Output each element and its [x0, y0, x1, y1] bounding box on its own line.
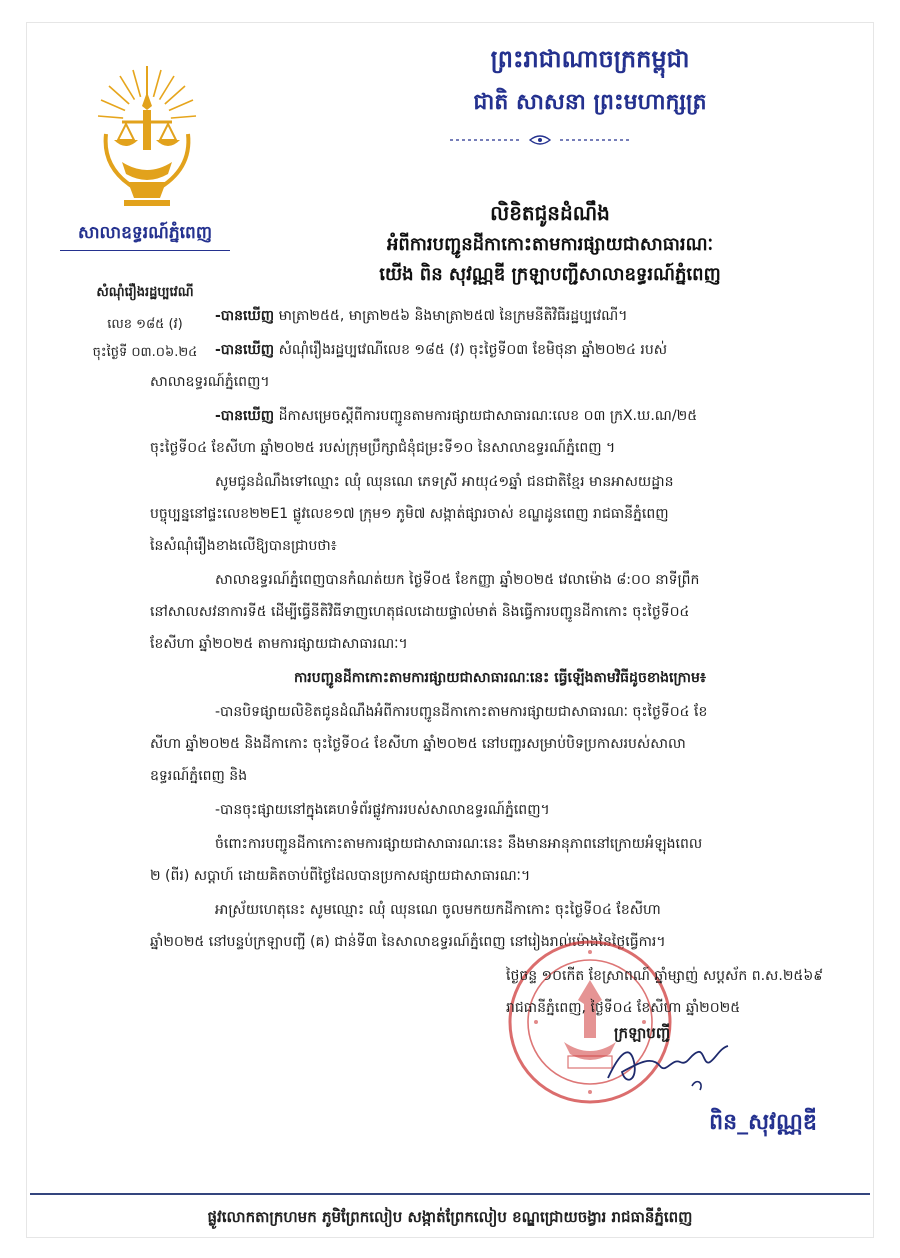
document-subject: អំពីការបញ្ជូនដីកាកោះតាមការផ្សាយជាសាធារណៈ [386, 234, 714, 255]
divider-ornament-icon [440, 132, 640, 148]
recital-2 [215, 340, 667, 361]
case-number: លេខ ១៨៥ (វ) [107, 317, 183, 332]
recital-label: -បានឃើញ [215, 408, 275, 424]
method-1-line-3: ឧទ្ធរណ៍ភ្នំពេញ និង [150, 768, 248, 784]
place-and-date: រាជធានីភ្នំពេញ, ថ្ងៃទី០៤ ខែសីហា ឆ្នាំ២០២៥ [506, 1000, 741, 1016]
document-title: លិខិតជូនដំណឹង [490, 201, 610, 225]
issuer-line: យើង ពិន សុវណ្ណឌី ក្រឡាបញ្ជីសាលាឧទ្ធរណ៍ភ្នំពេញ [379, 264, 721, 285]
footer-divider [30, 1193, 870, 1195]
hearing-line-3: ខែសីហា ឆ្នាំ២០២៥ តាមការផ្សាយជាសាធារណៈ។ [150, 636, 408, 652]
effect-line-2: ២ (ពីរ) សប្តាហ៍ ដោយគិតចាប់ពីថ្ងៃដែលបានប្រកាសផ្សាយជាសាធារណៈ។ [150, 868, 531, 884]
recital-label: -បានឃើញ [215, 308, 275, 324]
effect-line-1: ចំពោះការបញ្ជូនដីកាកោះតាមការផ្សាយជាសាធារណៈនេះ នឹងមានអានុភាពនៅក្រោយអំឡុងពេល [215, 836, 703, 852]
recital-text: មាត្រា២៥៥, មាត្រា២៥៦ និងមាត្រា២៥៧ នៃក្រមនីតិវិធីរដ្ឋប្បវេណី។ [274, 308, 628, 324]
footer-address: ផ្លូវលោកតាក្រហមក ភូមិព្រែកលៀប សង្កាត់ព្រែកលៀប ខណ្ឌជ្រោយចង្វារ រាជធានីភ្នំពេញ [207, 1208, 693, 1226]
court-name-underline [60, 250, 230, 251]
recital-text: សំណុំរឿងរដ្ឋប្បវេណីលេខ ១៨៥ (វ) ចុះថ្ងៃទី០៣ ខែមិថុនា ឆ្នាំ២០២៤ របស់ [274, 342, 668, 358]
notice-line-3: នៃសំណុំរឿងខាងលើឱ្យបានជ្រាបថា៖ [150, 538, 337, 554]
national-motto: ជាតិ សាសនា ព្រះមហាក្សត្រ [473, 89, 707, 115]
summons-line-1: អាស្រ័យហេតុនេះ សូមឈ្មោះ ឈុំ ឈុនណេ ចូលមកយកដីកាកោះ ចុះថ្ងៃទី០៤ ខែសីហា [215, 902, 661, 918]
method-heading: ការបញ្ជូនដីកាកោះតាមការផ្សាយជាសាធារណៈនេះ ធ្វើឡើងតាមវិធីដូចខាងក្រោម៖ [293, 670, 707, 686]
recital-2-cont: សាលាឧទ្ធរណ៍ភ្នំពេញ។ [150, 374, 270, 390]
hearing-line-2: នៅសាលសវនាការទី៥ ដើម្បីធ្វើនីតិវិធីទាញហេតុផលដោយផ្ទាល់មាត់ និងធ្វើការបញ្ជូនដីកាកោះ ចុះថ្ងៃទី០៤ [150, 604, 690, 620]
recital-3-cont: ចុះថ្ងៃទី០៤ ខែសីហា ឆ្នាំ២០២៥ របស់ក្រុមប្រឹក្សាជំនុំជម្រះទី១០ នៃសាលាឧទ្ធរណ៍ភ្នំពេញ ។ [150, 440, 616, 456]
notice-line-2: បច្ចុប្បន្ននៅផ្ទះលេខ២២E1 ផ្លូវលេខ១៧ ក្រុម១ ភូមិ៧ សង្កាត់ផ្សារចាស់ ខណ្ឌដូនពេញ រាជធានីភ្នំពេញ [150, 506, 669, 522]
method-1-line-1: -បានបិទផ្សាយលិខិតជូនដំណឹងអំពីការបញ្ជូនដីកាកោះតាមការផ្សាយជាសាធារណៈ ចុះថ្ងៃទី០៤ ខែ [215, 704, 708, 720]
method-2: -បានចុះផ្សាយនៅក្នុងគេហទំព័រផ្លូវការរបស់សាលាឧទ្ធរណ៍ភ្នំពេញ។ [215, 802, 550, 818]
case-date: ចុះថ្ងៃទី ០៣.០៦.២៤ [92, 345, 198, 360]
method-1-line-2: សីហា ឆ្នាំ២០២៥ និងដីកាកោះ ចុះថ្ងៃទី០៤ ខែសីហា ឆ្នាំ២០២៥ នៅបញ្ជរសម្រាប់បិទប្រកាសរបស់សាលា [150, 736, 686, 752]
signer-title: ក្រឡាបញ្ជី [614, 1024, 671, 1042]
case-type: សំណុំរឿងរដ្ឋប្បវេណី [96, 285, 194, 300]
lunar-date: ថ្ងៃចន្ទ ១០កើត ខែស្រាពណ៍ ឆ្នាំម្សាញ់ សប្តស័ក ព.ស.២៥៦៩ [506, 968, 824, 984]
recital-1 [215, 306, 627, 327]
summons-line-2: ឆ្នាំ២០២៥ នៅបន្ទប់ក្រឡាបញ្ជី (គ) ជាន់ទី៣ នៃសាលាឧទ្ធរណ៍ភ្នំពេញ នៅរៀងរាល់ម៉ោងនៃថ្ងៃធ្វើការ។ [150, 934, 666, 950]
signer-name: ពិន_សុវណ្ណឌី [709, 1109, 817, 1135]
recital-3 [215, 406, 697, 427]
recital-text: ដីកាសម្រេចស្តីពីការបញ្ជូនតាមការផ្សាយជាសាធារណៈលេខ ០៣ ក្រX.ឃ.ណ/២៥ [274, 408, 698, 424]
court-name: សាលាឧទ្ធរណ៍ភ្នំពេញ [77, 223, 213, 243]
recital-label: -បានឃើញ [215, 342, 275, 358]
kingdom-heading: ព្រះរាជាណាចក្រកម្ពុជា [490, 44, 690, 73]
notice-line-1: សូមជូនដំណឹងទៅឈ្មោះ ឈុំ ឈុនណេ ភេទស្រី អាយុ៤១ឆ្នាំ ជនជាតិខ្មែរ មានអាសយដ្ឋាន [215, 474, 674, 490]
court-emblem-icon [88, 62, 206, 212]
handwritten-signature-icon [600, 1032, 750, 1096]
hearing-line-1: សាលាឧទ្ធរណ៍ភ្នំពេញបានកំណត់យក ថ្ងៃទី០៥ ខែកញ្ញា ឆ្នាំ២០២៥ វេលាម៉ោង ៨:០០ នាទីព្រឹក [215, 572, 700, 588]
